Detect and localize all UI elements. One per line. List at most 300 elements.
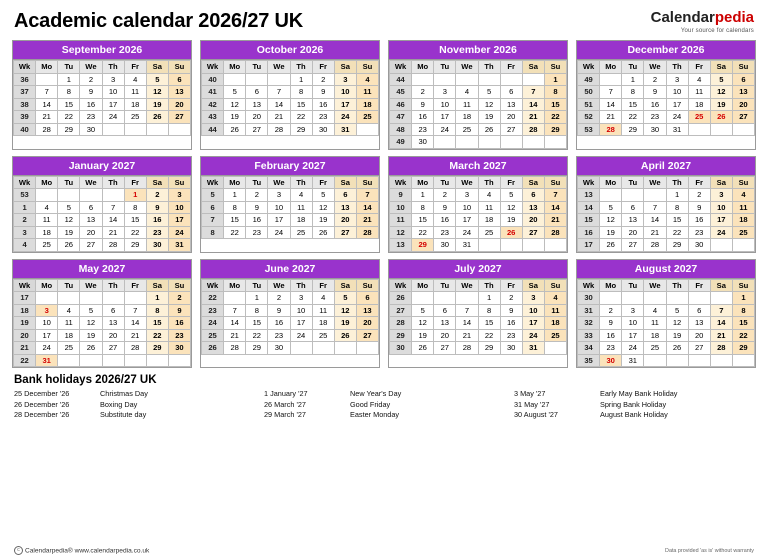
- day-cell-empty: [334, 342, 356, 355]
- week-row: [578, 214, 755, 227]
- day-cell: 15: [246, 317, 268, 330]
- day-cell: 5: [500, 189, 522, 202]
- day-cell: 1: [246, 292, 268, 305]
- day-cell: 13: [356, 304, 378, 317]
- day-cell-empty: [522, 136, 544, 149]
- day-cell: 25: [456, 123, 478, 136]
- day-cell: 6: [434, 304, 456, 317]
- weekday-header: Fr: [500, 279, 522, 292]
- day-cell: 5: [412, 304, 434, 317]
- week-row: [578, 342, 755, 355]
- week-number: 15: [578, 214, 600, 227]
- day-cell: 22: [146, 329, 168, 342]
- day-cell: 14: [124, 317, 146, 330]
- week-number: 2: [14, 214, 36, 227]
- month-title: July 2027: [389, 260, 567, 279]
- day-cell: 24: [434, 123, 456, 136]
- day-cell: 7: [268, 86, 290, 99]
- day-cell: 24: [710, 226, 732, 239]
- day-cell: 10: [710, 201, 732, 214]
- weekday-header: Fr: [124, 61, 146, 74]
- weekday-header: Wk: [578, 279, 600, 292]
- day-cell: 2: [644, 73, 666, 86]
- holiday-date: 26 December '26: [14, 399, 70, 409]
- day-cell: 12: [500, 201, 522, 214]
- day-cell: 23: [412, 123, 434, 136]
- week-number: 36: [14, 73, 36, 86]
- day-cell: 7: [124, 304, 146, 317]
- day-cell-empty: [124, 354, 146, 367]
- holiday-row: [514, 389, 754, 400]
- day-cell: 11: [732, 201, 754, 214]
- day-cell: 15: [290, 98, 312, 111]
- month-title: March 2027: [389, 157, 567, 176]
- day-cell: 24: [290, 329, 312, 342]
- day-cell: 26: [666, 342, 688, 355]
- holiday-column: [14, 389, 254, 421]
- day-cell: 16: [168, 317, 190, 330]
- weekday-header: Mo: [600, 279, 622, 292]
- day-cell: 9: [80, 86, 102, 99]
- weekday-header: Fr: [500, 61, 522, 74]
- day-cell: 26: [478, 123, 500, 136]
- day-cell: 17: [522, 317, 544, 330]
- month-block: [576, 259, 756, 369]
- day-cell: 10: [456, 201, 478, 214]
- day-cell: 10: [290, 304, 312, 317]
- week-row: [14, 73, 191, 86]
- month-block: [576, 40, 756, 150]
- month-title: February 2027: [201, 157, 379, 176]
- day-cell-empty: [58, 354, 80, 367]
- footer-copyright: [14, 546, 149, 555]
- week-number: 16: [578, 226, 600, 239]
- holidays-grid: [14, 389, 754, 421]
- day-cell: 30: [168, 342, 190, 355]
- day-cell: 11: [478, 201, 500, 214]
- weekday-header: Su: [732, 279, 754, 292]
- day-cell: 12: [710, 86, 732, 99]
- day-cell-empty: [434, 73, 456, 86]
- day-cell: 4: [688, 73, 710, 86]
- holiday-row: [514, 400, 754, 411]
- day-cell: 22: [290, 111, 312, 124]
- day-cell-empty: [544, 239, 566, 252]
- day-cell: 21: [522, 111, 544, 124]
- week-row: [578, 354, 755, 367]
- day-cell: 19: [666, 329, 688, 342]
- week-number: 8: [202, 226, 224, 239]
- day-cell-empty: [456, 292, 478, 305]
- day-cell: 22: [58, 111, 80, 124]
- holiday-name: August Bank Holiday: [600, 410, 668, 420]
- day-cell-empty: [710, 292, 732, 305]
- weekday-header: Su: [356, 176, 378, 189]
- day-cell: 26: [146, 111, 168, 124]
- day-cell: 3: [456, 189, 478, 202]
- weekday-header: Th: [102, 279, 124, 292]
- weekday-header: Su: [168, 61, 190, 74]
- weekday-header: Sa: [710, 61, 732, 74]
- day-cell-empty: [710, 239, 732, 252]
- day-cell: 22: [124, 226, 146, 239]
- copyright-icon: c: [14, 546, 23, 555]
- week-row: [390, 98, 567, 111]
- holiday-name: Substitute day: [100, 410, 147, 420]
- day-cell: 25: [356, 111, 378, 124]
- day-cell: 18: [58, 329, 80, 342]
- day-cell: 26: [710, 111, 732, 124]
- day-cell-empty: [268, 73, 290, 86]
- weekday-header: Th: [666, 176, 688, 189]
- day-cell: 25: [644, 342, 666, 355]
- week-number: 24: [202, 317, 224, 330]
- day-cell: 22: [478, 329, 500, 342]
- day-cell: 26: [500, 226, 522, 239]
- day-cell-empty: [356, 123, 378, 136]
- day-cell-empty: [434, 136, 456, 149]
- day-cell: 4: [478, 189, 500, 202]
- month-title: September 2026: [13, 41, 191, 60]
- day-cell: 28: [36, 123, 58, 136]
- day-cell: 9: [246, 201, 268, 214]
- week-number: 13: [578, 189, 600, 202]
- weekday-header: We: [456, 176, 478, 189]
- week-row: [390, 214, 567, 227]
- day-cell: 25: [732, 226, 754, 239]
- month-table: [201, 60, 379, 136]
- week-number: 22: [202, 292, 224, 305]
- day-cell-empty: [732, 354, 754, 367]
- day-cell: 4: [456, 86, 478, 99]
- weekday-header: We: [80, 279, 102, 292]
- day-cell: 9: [434, 201, 456, 214]
- day-cell: 5: [600, 201, 622, 214]
- holiday-date: 29 March '27: [264, 410, 306, 420]
- day-cell-empty: [544, 136, 566, 149]
- week-row: [202, 292, 379, 305]
- day-cell: 7: [544, 189, 566, 202]
- day-cell: 23: [434, 226, 456, 239]
- day-cell: 1: [622, 73, 644, 86]
- day-cell: 13: [500, 98, 522, 111]
- week-row: [390, 304, 567, 317]
- week-row: [578, 239, 755, 252]
- day-cell: 4: [312, 292, 334, 305]
- week-row: [578, 292, 755, 305]
- day-cell-empty: [644, 354, 666, 367]
- day-cell: 18: [732, 214, 754, 227]
- day-cell: 3: [102, 73, 124, 86]
- week-number: 17: [14, 292, 36, 305]
- weekday-header: Su: [168, 176, 190, 189]
- day-cell: 6: [246, 86, 268, 99]
- day-cell: 7: [710, 304, 732, 317]
- day-cell-empty: [522, 239, 544, 252]
- day-cell-empty: [146, 123, 168, 136]
- week-number: 44: [390, 73, 412, 86]
- day-cell: 7: [600, 86, 622, 99]
- week-number: 32: [578, 317, 600, 330]
- day-cell-empty: [666, 292, 688, 305]
- brand-part-calendar: Calendar: [650, 9, 715, 26]
- day-cell: 9: [600, 317, 622, 330]
- month-table: [389, 176, 567, 252]
- day-cell: 21: [456, 329, 478, 342]
- page-footer: [0, 546, 768, 555]
- day-cell: 23: [644, 111, 666, 124]
- day-cell: 21: [544, 214, 566, 227]
- day-cell: 27: [246, 123, 268, 136]
- day-cell: 30: [268, 342, 290, 355]
- day-cell: 28: [456, 342, 478, 355]
- week-number: 21: [14, 342, 36, 355]
- day-cell: 12: [146, 86, 168, 99]
- day-cell: 13: [688, 317, 710, 330]
- day-cell: 20: [80, 226, 102, 239]
- day-cell-empty: [102, 189, 124, 202]
- weekday-header: Mo: [412, 176, 434, 189]
- weekday-header: Tu: [246, 279, 268, 292]
- month-title: June 2027: [201, 260, 379, 279]
- day-cell: 25: [312, 329, 334, 342]
- day-cell: 20: [168, 98, 190, 111]
- week-number: 47: [390, 111, 412, 124]
- week-row: [202, 329, 379, 342]
- day-cell: 16: [146, 214, 168, 227]
- day-cell: 28: [124, 342, 146, 355]
- weekday-header: Th: [478, 279, 500, 292]
- day-cell: 5: [334, 292, 356, 305]
- day-cell: 11: [644, 317, 666, 330]
- day-cell: 6: [500, 86, 522, 99]
- day-cell: 29: [412, 239, 434, 252]
- week-row: [390, 226, 567, 239]
- day-cell: 23: [246, 226, 268, 239]
- day-cell: 30: [688, 239, 710, 252]
- day-cell-empty: [600, 189, 622, 202]
- day-cell: 27: [500, 123, 522, 136]
- weekday-header: Tu: [434, 279, 456, 292]
- day-cell: 28: [224, 342, 246, 355]
- day-cell: 1: [58, 73, 80, 86]
- day-cell: 22: [224, 226, 246, 239]
- weekday-header: We: [644, 61, 666, 74]
- day-cell: 14: [36, 98, 58, 111]
- week-row: [202, 304, 379, 317]
- day-cell: 4: [644, 304, 666, 317]
- week-number: 40: [14, 123, 36, 136]
- weekday-header: Tu: [58, 279, 80, 292]
- week-number: 41: [202, 86, 224, 99]
- holiday-row: [264, 410, 504, 421]
- day-cell: 31: [666, 123, 688, 136]
- day-cell-empty: [36, 73, 58, 86]
- weekday-header: Wk: [202, 279, 224, 292]
- day-cell: 15: [146, 317, 168, 330]
- weekday-header: Tu: [434, 176, 456, 189]
- week-row: [202, 189, 379, 202]
- weekday-header: Wk: [202, 176, 224, 189]
- weekday-header: Fr: [688, 176, 710, 189]
- month-block: [12, 259, 192, 369]
- weekday-header: We: [456, 61, 478, 74]
- day-cell: 5: [312, 189, 334, 202]
- day-cell-empty: [732, 123, 754, 136]
- day-cell: 3: [522, 292, 544, 305]
- day-cell: 2: [80, 73, 102, 86]
- day-cell-empty: [102, 292, 124, 305]
- day-cell: 13: [102, 317, 124, 330]
- month-title: January 2027: [13, 157, 191, 176]
- day-cell-empty: [102, 354, 124, 367]
- day-cell: 18: [688, 98, 710, 111]
- holiday-date: 3 May '27: [514, 389, 546, 399]
- weekday-header: Fr: [688, 61, 710, 74]
- day-cell-empty: [688, 354, 710, 367]
- weekday-header: We: [268, 176, 290, 189]
- day-cell: 19: [146, 98, 168, 111]
- week-number: 28: [390, 317, 412, 330]
- week-row: [14, 304, 191, 317]
- weekday-header: Tu: [246, 176, 268, 189]
- week-number: 45: [390, 86, 412, 99]
- day-cell: 28: [710, 342, 732, 355]
- day-cell: 15: [666, 214, 688, 227]
- weekday-header: Tu: [434, 61, 456, 74]
- holiday-name: Boxing Day: [100, 399, 138, 409]
- day-cell: 1: [124, 189, 146, 202]
- day-cell: 6: [688, 304, 710, 317]
- day-cell-empty: [688, 123, 710, 136]
- day-cell: 10: [622, 317, 644, 330]
- weekday-header: Su: [732, 61, 754, 74]
- day-cell: 13: [522, 201, 544, 214]
- weekday-header: Fr: [124, 279, 146, 292]
- weekday-header: Mo: [412, 61, 434, 74]
- day-cell: 24: [334, 111, 356, 124]
- day-cell-empty: [622, 292, 644, 305]
- week-number: 22: [14, 354, 36, 367]
- day-cell: 14: [710, 317, 732, 330]
- day-cell: 17: [710, 214, 732, 227]
- day-cell: 23: [500, 329, 522, 342]
- week-row: [578, 226, 755, 239]
- day-cell: 7: [102, 201, 124, 214]
- day-cell-empty: [644, 292, 666, 305]
- day-cell: 14: [544, 201, 566, 214]
- day-cell: 17: [290, 317, 312, 330]
- day-cell: 14: [522, 98, 544, 111]
- months-grid: [0, 38, 768, 368]
- week-number: 18: [14, 304, 36, 317]
- week-number: 53: [578, 123, 600, 136]
- month-title: November 2026: [389, 41, 567, 60]
- day-cell: 19: [600, 226, 622, 239]
- day-cell: 2: [312, 73, 334, 86]
- week-row: [202, 226, 379, 239]
- day-cell: 29: [124, 239, 146, 252]
- weekday-header: Wk: [14, 61, 36, 74]
- holiday-date: 30 August '27: [514, 410, 558, 420]
- day-cell: 3: [622, 304, 644, 317]
- holiday-name: Good Friday: [350, 399, 391, 409]
- day-cell-empty: [500, 73, 522, 86]
- week-number: 20: [14, 329, 36, 342]
- day-cell: 31: [456, 239, 478, 252]
- day-cell: 26: [412, 342, 434, 355]
- day-cell: 10: [268, 201, 290, 214]
- day-cell: 18: [478, 214, 500, 227]
- day-cell: 8: [146, 304, 168, 317]
- day-cell: 22: [622, 111, 644, 124]
- weekday-header: Fr: [688, 279, 710, 292]
- weekday-header: Wk: [14, 176, 36, 189]
- holiday-date: 1 January '27: [264, 389, 308, 399]
- day-cell: 14: [600, 98, 622, 111]
- day-cell: 27: [334, 226, 356, 239]
- day-cell: 5: [146, 73, 168, 86]
- weekday-header: Sa: [710, 176, 732, 189]
- week-number: 49: [578, 73, 600, 86]
- day-cell: 29: [246, 342, 268, 355]
- week-row: [578, 329, 755, 342]
- day-cell: 8: [246, 304, 268, 317]
- day-cell: 20: [500, 111, 522, 124]
- month-table: [389, 279, 567, 355]
- day-cell: 12: [58, 214, 80, 227]
- week-number: 29: [390, 329, 412, 342]
- day-cell: 3: [334, 73, 356, 86]
- holiday-column: [264, 389, 504, 421]
- week-number: 1: [14, 201, 36, 214]
- day-cell: 21: [102, 226, 124, 239]
- weekday-header: Th: [290, 279, 312, 292]
- holiday-row: [264, 400, 504, 411]
- day-cell: 2: [500, 292, 522, 305]
- day-cell: 28: [522, 123, 544, 136]
- day-cell: 28: [268, 123, 290, 136]
- day-cell: 24: [268, 226, 290, 239]
- holiday-row: [14, 400, 254, 411]
- day-cell: 19: [224, 111, 246, 124]
- day-cell: 18: [36, 226, 58, 239]
- day-cell: 7: [36, 86, 58, 99]
- day-cell: 13: [168, 86, 190, 99]
- day-cell: 12: [412, 317, 434, 330]
- day-cell: 3: [434, 86, 456, 99]
- day-cell: 30: [500, 342, 522, 355]
- day-cell: 20: [334, 214, 356, 227]
- day-cell: 6: [732, 73, 754, 86]
- day-cell: 15: [58, 98, 80, 111]
- day-cell: 20: [246, 111, 268, 124]
- weekday-header: We: [80, 176, 102, 189]
- day-cell: 11: [312, 304, 334, 317]
- week-number: 48: [390, 123, 412, 136]
- week-number: 53: [14, 189, 36, 202]
- day-cell: 28: [544, 226, 566, 239]
- holiday-column: [514, 389, 754, 421]
- day-cell: 2: [146, 189, 168, 202]
- day-cell: 13: [732, 86, 754, 99]
- week-row: [390, 329, 567, 342]
- day-cell: 10: [522, 304, 544, 317]
- day-cell: 7: [522, 86, 544, 99]
- day-cell: 8: [58, 86, 80, 99]
- week-row: [14, 226, 191, 239]
- day-cell: 23: [312, 111, 334, 124]
